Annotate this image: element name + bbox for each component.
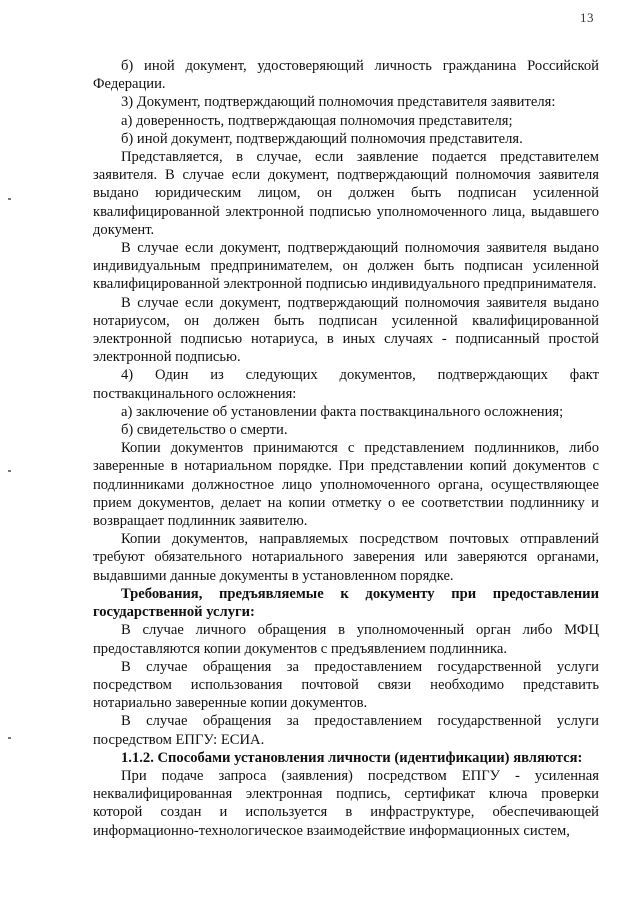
paragraph-personal-visit: В случае личного обращения в уполномоченный орган либо МФЦ предоставляются копии документов с предъявлением подлинника. <box>93 622 599 657</box>
paragraph-notary-signature: В случае если документ, подтверждающий полномочия заявителя выдано нотариусом, он должен быть подписан усиленной квалифицированной электронной подписью нотариуса, в иных случаях - подписанный простой электронной подписью. <box>93 294 599 366</box>
paragraph-complication-conclusion: а) заключение об установлении факта поствакцинального осложнения; <box>121 403 564 420</box>
paragraph-representative-authority: 3) Документ, подтверждающий полномочия представителя заявителя: <box>121 94 556 111</box>
margin-mark <box>8 470 11 472</box>
paragraph-power-of-attorney: а) доверенность, подтверждающая полномочия представителя; <box>121 112 513 129</box>
margin-mark <box>8 198 11 200</box>
paragraph-epgu-signature: При подаче запроса (заявления) посредством ЕПГУ - усиленная неквалифицированная электронная подпись, сертификат ключа проверки которой создан и используется в инфраструктуре, обеспечивающей информационно-технологическое взаимодействие информационных систем, <box>93 767 599 839</box>
paragraph-death-certificate: б) свидетельство о смерти. <box>121 422 288 439</box>
paragraph-legal-entity-signature: Представляется, в случае, если заявление подается представителем заявителя. В случае если документ, подтверждающий полномочия заявителя выдано юридическим лицом, он должен быть подписан усиленной квалифицированной электронной подписью уполномоченного лица, выдавшего документ. <box>93 149 599 238</box>
page-number: 13 <box>580 10 594 25</box>
heading-document-requirements: Требования, предъявляемые к документу при предоставлении государственной услуги: <box>93 585 599 621</box>
heading-identification-methods: 1.1.2. Способами установления личности (идентификации) являются: <box>121 749 583 766</box>
document-body <box>93 57 599 840</box>
paragraph-complication-documents: 4) Один из следующих документов, подтверждающих факт поствакцинального осложнения: <box>93 367 599 402</box>
paragraph-postal-copies: Копии документов, направляемых посредством почтовых отправлений требуют обязательного нотариального заверения или заверяются органами, выдавшими данные документы в установленном порядке. <box>93 531 599 584</box>
paragraph-epgu-request: В случае обращения за предоставлением государственной услуги посредством ЕПГУ: ЕСИА. <box>93 713 599 748</box>
paragraph-entrepreneur-signature: В случае если документ, подтверждающий полномочия заявителя выдано индивидуальным предпринимателем, он должен быть подписан усиленной квалифицированной электронной подписью индивидуального предпринимателя. <box>93 240 599 293</box>
paragraph-postal-request: В случае обращения за предоставлением государственной услуги посредством использования почтовой связи необходимо представить нотариально заверенные копии документов. <box>93 658 599 712</box>
paragraph-other-authority-document: б) иной документ, подтверждающий полномочия представителя. <box>121 130 523 147</box>
margin-mark <box>8 737 11 739</box>
paragraph-other-id-document: б) иной документ, удостоверяющий личность гражданина Российской Федерации. <box>93 58 599 93</box>
paragraph-copies-originals: Копии документов принимаются с представлением подлинников, либо заверенные в нотариальном порядке. При представлении копий документов с подлинниками должностное лицо уполномоченного органа, осуществляющее прием документов, делает на копии отметку о ее соответствии подлиннику и возвращает подлинник заявителю. <box>93 440 599 530</box>
